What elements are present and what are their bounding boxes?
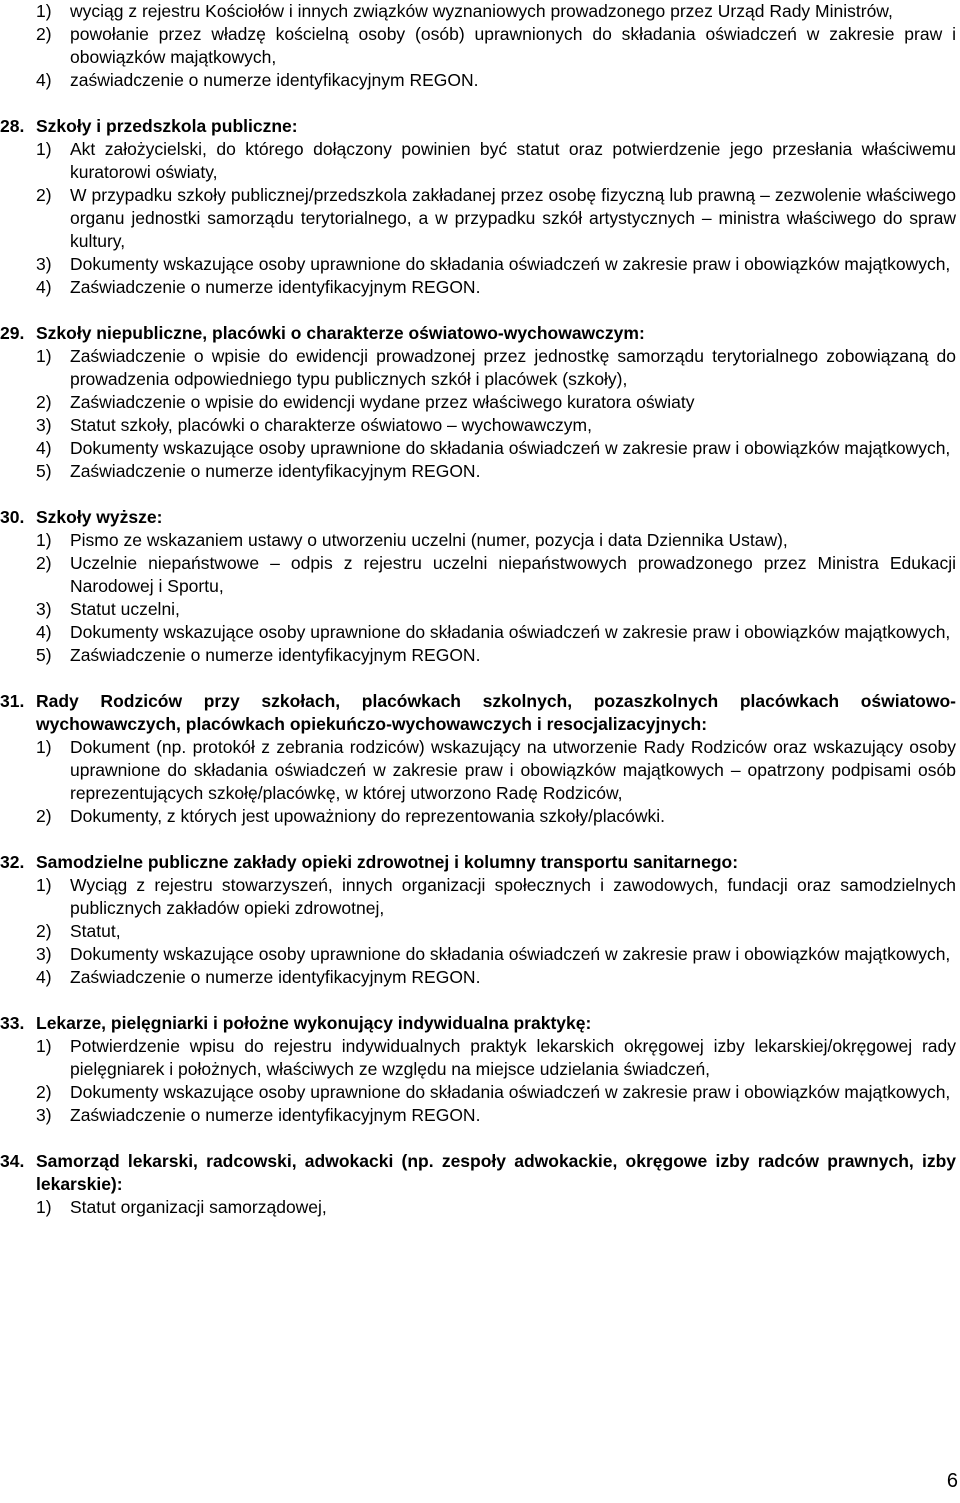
item-number: 2) [36,392,52,412]
list-item [36,874,956,920]
section-items [36,529,956,667]
section-heading [0,690,956,736]
item-text: Dokumenty wskazujące osoby uprawnione do składania oświadczeń w zakresie praw i obowiązków majątkowych, [70,944,951,964]
item-number: 4) [36,622,52,642]
item-number: 1) [36,1036,52,1056]
item-number: 2) [36,553,52,573]
item-text: Zaświadczenie o wpisie do ewidencji prowadzonej przez jednostkę samorządu terytorialnego zobowiązaną do prowadzenia odpowiedniego typu publicznych szkół i placówek (szkoły), [70,346,956,389]
section [0,506,956,667]
item-text: Zaświadczenie o numerze identyfikacyjnym REGON. [70,1105,481,1125]
section-title: Rady Rodziców przy szkołach, placówkach szkolnych, pozaszkolnych placówkach oświatowo-wychowawczych, placówkach opiekuńczo-wychowawczych i resocjalizacyjnych: [36,691,956,734]
section-number: 30. [0,507,25,527]
list-item [36,345,956,391]
item-number: 1) [36,1,52,21]
list-item [36,460,956,483]
item-text: Statut uczelni, [70,599,180,619]
item-number: 1) [36,875,52,895]
section-heading [0,1012,956,1035]
item-text: Zaświadczenie o numerze identyfikacyjnym REGON. [70,967,481,987]
section [0,851,956,989]
section-items [36,1196,956,1219]
list-item [36,414,956,437]
list-item [36,23,956,69]
item-number: 3) [36,944,52,964]
section-number: 32. [0,852,25,872]
item-number: 2) [36,806,52,826]
section-title: Samorząd lekarski, radcowski, adwokacki (np. zespoły adwokackie, okręgowe izby radców prawnych, izby lekarskie): [36,1151,956,1194]
list-item [36,805,956,828]
item-text: Zaświadczenie o numerze identyfikacyjnym REGON. [70,461,481,481]
item-text: zaświadczenie o numerze identyfikacyjnym REGON. [70,70,479,90]
section-heading [0,1150,956,1196]
item-text: Dokumenty wskazujące osoby uprawnione do składania oświadczeń w zakresie praw i obowiązków majątkowych, [70,1082,951,1102]
section-title: Samodzielne publiczne zakłady opieki zdrowotnej i kolumny transportu sanitarnego: [36,852,739,872]
list-item [36,1196,956,1219]
item-text: W przypadku szkoły publicznej/przedszkola zakładanej przez osobę fizyczną lub prawną – zezwolenie właściwego organu jednostki samorządu terytorialnego, a w przypadku szkół artystycznych – ministra właściwego do spraw kultury, [70,185,956,251]
item-text: Pismo ze wskazaniem ustawy o utworzeniu uczelni (numer, pozycja i data Dziennika Ustaw), [70,530,788,550]
item-text: Zaświadczenie o wpisie do ewidencji wydane przez właściwego kuratora oświaty [70,392,695,412]
item-number: 3) [36,1105,52,1125]
page-number: 6 [946,1470,958,1492]
item-number: 1) [36,346,52,366]
item-number: 4) [36,277,52,297]
item-text: Dokument (np. protokół z zebrania rodziców) wskazujący na utworzenie Rady Rodziców oraz wskazujący osoby uprawnione do składania oświadczeń w zakresie praw i obowiązków majątkowych – opatrzony podpisami osób reprezentujących szkołę/placówkę, w której utworzono Radę Rodziców, [70,737,956,803]
list-item [36,276,956,299]
section-heading [0,506,956,529]
item-text: Uczelnie niepaństwowe – odpis z rejestru uczelni niepaństwowych prowadzonego przez Ministra Edukacji Narodowej i Sportu, [70,553,956,596]
item-text: Statut organizacji samorządowej, [70,1197,327,1217]
section [0,1150,956,1219]
list-item [36,253,956,276]
item-number: 5) [36,645,52,665]
section [0,115,956,299]
section-number: 31. [0,691,25,711]
list-item [36,644,956,667]
item-number: 2) [36,185,52,205]
section-items [36,874,956,989]
section [0,322,956,483]
section-title: Szkoły i przedszkola publiczne: [36,116,298,136]
intro-list [36,0,956,92]
list-item [36,138,956,184]
item-text: Wyciąg z rejestru stowarzyszeń, innych organizacji społecznych i zawodowych, fundacji oraz samodzielnych publicznych zakładów opieki zdrowotnej, [70,875,956,918]
list-item [36,437,956,460]
item-text: Zaświadczenie o numerze identyfikacyjnym REGON. [70,645,481,665]
list-item [36,184,956,253]
section-items [36,345,956,483]
list-item [36,391,956,414]
item-text: wyciąg z rejestru Kościołów i innych związków wyznaniowych prowadzonego przez Urząd Rady Ministrów, [70,1,893,21]
item-text: Dokumenty wskazujące osoby uprawnione do składania oświadczeń w zakresie praw i obowiązków majątkowych, [70,254,951,274]
section-heading [0,322,956,345]
section [0,1012,956,1127]
list-item [36,736,956,805]
item-number: 2) [36,921,52,941]
item-text: Statut szkoły, placówki o charakterze oświatowo – wychowawczym, [70,415,592,435]
section-title: Lekarze, pielęgniarki i położne wykonujący indywidualna praktykę: [36,1013,592,1033]
item-text: Potwierdzenie wpisu do rejestru indywidualnych praktyk lekarskich okręgowej izby lekarskiej/okręgowej rady pielęgniarek i położnych, właściwych ze względu na miejsce udzielania świadczeń, [70,1036,956,1079]
item-number: 1) [36,737,52,757]
item-text: Dokumenty wskazujące osoby uprawnione do składania oświadczeń w zakresie praw i obowiązków majątkowych, [70,622,951,642]
item-number: 1) [36,530,52,550]
list-item [36,920,956,943]
item-text: powołanie przez władzę kościelną osoby (osób) uprawnionych do składania oświadczeń w zakresie praw i obowiązków majątkowych, [70,24,956,67]
item-number: 5) [36,461,52,481]
item-number: 1) [36,139,52,159]
list-item [36,943,956,966]
list-item [36,598,956,621]
item-text: Akt założycielski, do którego dołączony powinien być statut oraz potwierdzenie jego przesłania właściwemu kuratorowi oświaty, [70,139,956,182]
section-heading [0,851,956,874]
list-item [36,1104,956,1127]
item-number: 1) [36,1197,52,1217]
section-items [36,736,956,828]
list-item [36,69,956,92]
list-item [36,966,956,989]
section-number: 29. [0,323,25,343]
list-item [36,552,956,598]
item-number: 3) [36,415,52,435]
item-number: 2) [36,1082,52,1102]
section-title: Szkoły wyższe: [36,507,163,527]
item-number: 4) [36,967,52,987]
item-number: 2) [36,24,52,44]
section-items [36,138,956,299]
list-item [36,1035,956,1081]
list-item [36,0,956,23]
list-item [36,529,956,552]
sections-container [0,115,956,1219]
item-text: Zaświadczenie o numerze identyfikacyjnym REGON. [70,277,481,297]
section-number: 34. [0,1151,25,1171]
item-number: 4) [36,70,52,90]
section-heading [0,115,956,138]
section-items [36,1035,956,1127]
section [0,690,956,828]
item-text: Statut, [70,921,121,941]
item-number: 3) [36,599,52,619]
section-number: 28. [0,116,25,136]
list-item [36,621,956,644]
list-item [36,1081,956,1104]
section-title: Szkoły niepubliczne, placówki o charakterze oświatowo-wychowawczym: [36,323,645,343]
section-number: 33. [0,1013,25,1033]
item-text: Dokumenty, z których jest upoważniony do reprezentowania szkoły/placówki. [70,806,665,826]
item-number: 3) [36,254,52,274]
item-text: Dokumenty wskazujące osoby uprawnione do składania oświadczeń w zakresie praw i obowiązków majątkowych, [70,438,951,458]
item-number: 4) [36,438,52,458]
